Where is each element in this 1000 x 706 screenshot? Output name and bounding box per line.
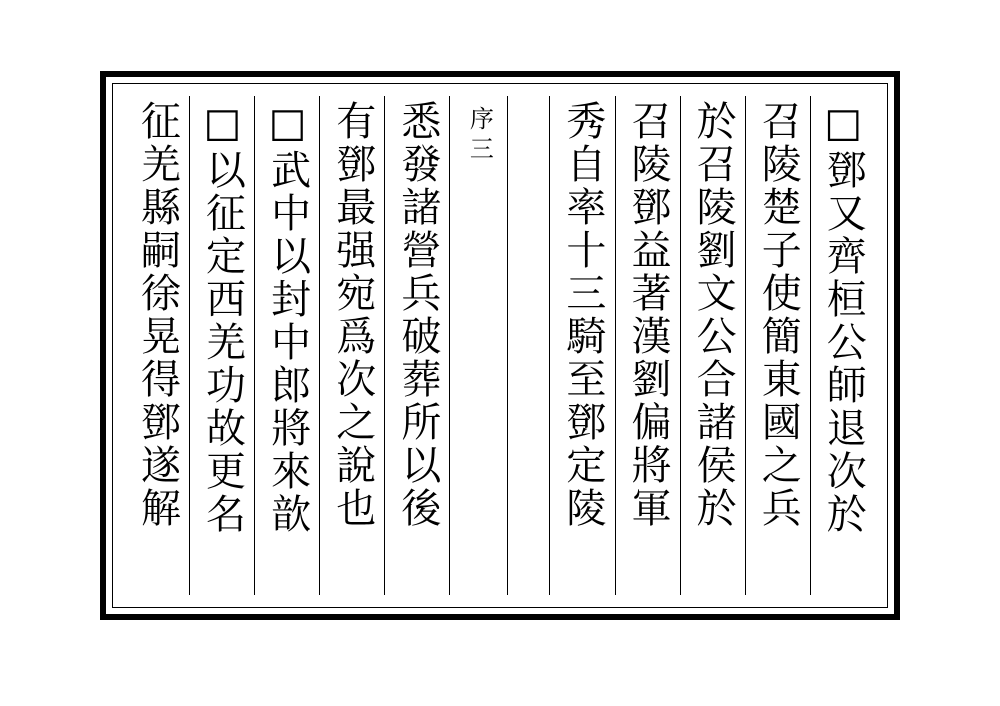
- section-header-text: 序三: [465, 106, 494, 166]
- text-column-12: [810, 96, 875, 595]
- column-text: 秀自率十三騎至鄧定陵: [559, 100, 606, 530]
- text-column-9: [615, 96, 680, 595]
- column-text: □武中以封中郎將來歆: [264, 100, 311, 536]
- column-text: 悉發諸營兵破葬所以後: [394, 100, 441, 530]
- text-column-2: [189, 96, 254, 595]
- text-column-4: [319, 96, 384, 595]
- column-text: 征羌縣嗣徐晃得鄧遂解: [134, 100, 181, 530]
- text-column-8: [549, 96, 614, 595]
- text-column-1: [125, 96, 189, 595]
- column-text: 召陵鄧益著漢劉偏將軍: [625, 100, 671, 530]
- section-header-column: [449, 96, 507, 595]
- column-text: 於召陵劉文公合諸侯於: [690, 100, 737, 530]
- text-column-11: [745, 96, 810, 595]
- blank-gutter-column: [507, 96, 549, 595]
- text-column-3: [254, 96, 319, 595]
- column-text: □以征定西羌功故更名: [199, 100, 246, 536]
- page-frame-outer: [100, 71, 900, 620]
- text-column-container: [125, 96, 875, 595]
- text-column-10: [680, 96, 745, 595]
- column-text: 召陵楚子使簡東國之兵: [755, 100, 802, 530]
- column-text: 有鄧最强宛爲次之說也: [329, 100, 376, 530]
- page-frame-inner: [112, 83, 888, 608]
- column-text: □鄧又齊桓公師退次於: [820, 100, 867, 536]
- text-column-5: [384, 96, 449, 595]
